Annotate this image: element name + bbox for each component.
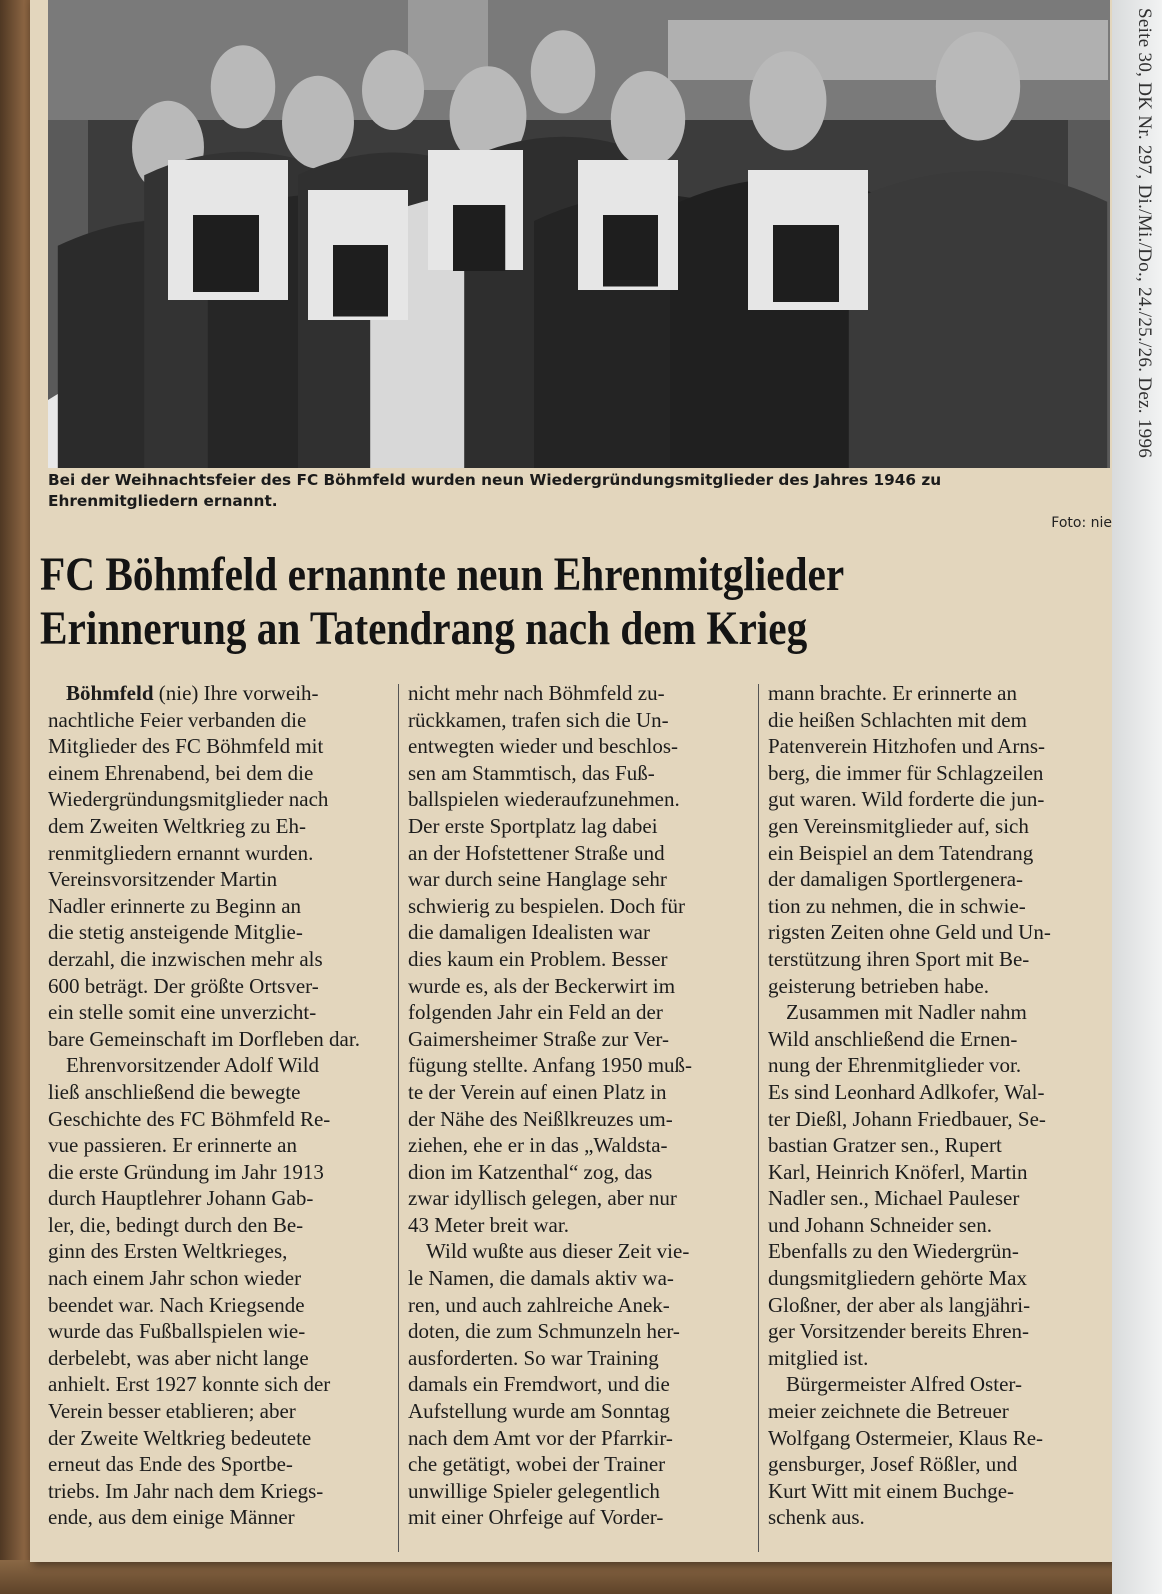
article-line: dion im Katzenthal“ zog, das xyxy=(408,1159,653,1184)
article-line: ausforderten. So war Training xyxy=(408,1345,659,1370)
article-line: dem Zweiten Weltkrieg zu Eh- xyxy=(48,813,306,838)
headline xyxy=(40,548,960,656)
article-line: le Namen, die damals aktiv wa- xyxy=(408,1266,674,1291)
article-line: mit einer Ohrfeige auf Vorder- xyxy=(408,1505,664,1530)
article-line: ziehen, ehe er in das „Waldsta- xyxy=(408,1133,668,1158)
article-line: vue passieren. Er erinnerte an xyxy=(48,1133,297,1158)
column-rule xyxy=(398,684,399,1552)
article-line xyxy=(48,680,365,707)
article-line: wurde das Fußballspielen wie- xyxy=(48,1319,306,1344)
person-head xyxy=(211,45,275,128)
person-head xyxy=(531,30,595,113)
article-line: mann brachte. Er erinnerte an xyxy=(768,681,1017,705)
photo-caption-line2: Ehrenmitgliedern ernannt. xyxy=(48,492,278,510)
group-photo-image xyxy=(48,0,1110,468)
article-line: ren, und auch zahlreiche Anek- xyxy=(408,1292,670,1317)
plaque xyxy=(773,225,839,302)
article-line: gensburger, Josef Rößler, und xyxy=(768,1452,1018,1477)
article-line: die damaligen Idealisten war xyxy=(408,920,650,945)
article-line: mitglied ist. xyxy=(768,1345,869,1370)
article-line: zwar idyllisch gelegen, aber nur xyxy=(408,1186,677,1211)
article-line: Gaimersheimer Straße zur Ver- xyxy=(408,1026,670,1051)
article-line: Geschichte des FC Böhmfeld Re- xyxy=(48,1106,331,1131)
article-line: ler, die, bedingt durch den Be- xyxy=(48,1212,304,1237)
article-line: meier zeichnete die Betreuer xyxy=(768,1399,1009,1424)
article-line: war durch seine Hanglage sehr xyxy=(408,867,667,892)
article-line: Zusammen mit Nadler nahm xyxy=(786,1000,1027,1025)
article-line: tion zu nehmen, die in schwie- xyxy=(768,893,1026,918)
article-line: Mitglieder des FC Böhmfeld mit xyxy=(48,734,324,759)
article-line: anhielt. Erst 1927 konnte sich der xyxy=(48,1372,331,1397)
article-line: ein stelle somit eine unverzicht- xyxy=(48,1000,317,1025)
article-line: terstützung ihren Sport mit Be- xyxy=(768,946,1030,971)
article-line: durch Hauptlehrer Johann Gab- xyxy=(48,1186,314,1211)
article-line: te der Verein auf einen Platz in xyxy=(408,1079,667,1104)
article-line: Wolfgang Ostermeier, Klaus Re- xyxy=(768,1425,1044,1450)
desk-edge xyxy=(0,1560,1162,1594)
article-line: 43 Meter breit war. xyxy=(408,1212,569,1237)
article-line: 600 beträgt. Der größte Ortsver- xyxy=(48,973,319,998)
article-line: die stetig ansteigende Mitglie- xyxy=(48,920,303,945)
plaque xyxy=(453,205,505,271)
article-line: Patenverein Hitzhofen und Arns- xyxy=(768,734,1046,759)
article-line: gut waren. Wild forderte die jun- xyxy=(768,787,1045,812)
article-line: dies kaum ein Problem. Besser xyxy=(408,946,668,971)
article-line: sen am Stammtisch, das Fuß- xyxy=(408,760,655,785)
article-line: der Nähe des Neißlkreuzes um- xyxy=(408,1106,673,1131)
article-line: derzahl, die inzwischen mehr als xyxy=(48,946,323,971)
person-head xyxy=(750,51,827,150)
article-line: Gloßner, der aber als langjähri- xyxy=(768,1292,1031,1317)
article-line: Wiedergründungsmitglieder nach xyxy=(48,787,329,812)
article-line: folgenden Jahr ein Feld an der xyxy=(408,1000,663,1025)
article-line: Ehrenvorsitzender Adolf Wild xyxy=(66,1053,320,1078)
article-line: und Johann Schneider sen. xyxy=(768,1212,992,1237)
plaque xyxy=(603,215,658,287)
newspaper-clipping xyxy=(30,0,1122,1562)
article-line: ballspielen wiederaufzunehmen. xyxy=(408,787,680,812)
article-line: gen Vereinsmitglieder auf, sich xyxy=(768,813,1029,838)
person-head xyxy=(362,50,424,130)
article-line: derbelebt, was aber nicht lange xyxy=(48,1345,309,1370)
photo-caption-line1: Bei der Weihnachtsfeier des FC Böhmfeld wurden neun Wiedergründungsmitglieder des Jahres 1946 zu xyxy=(48,471,942,489)
article-line: entwegten wieder und beschlos- xyxy=(408,734,678,759)
article-line: geisterung betrieben habe. xyxy=(768,973,989,998)
article-line: ende, aus dem einige Männer xyxy=(48,1505,295,1530)
article-line: nung der Ehrenmitglieder vor. xyxy=(768,1053,1022,1078)
article-line: schwierig zu bespielen. Doch für xyxy=(408,893,685,918)
article-line: einem Ehrenabend, bei dem die xyxy=(48,760,314,785)
article-line: unwillige Spieler gelegentlich xyxy=(408,1478,660,1503)
article-line: rigsten Zeiten ohne Geld und Un- xyxy=(768,920,1051,945)
article-line: Verein besser etablieren; aber xyxy=(48,1399,296,1424)
article-line: fügung stellte. Anfang 1950 muß‑ xyxy=(408,1053,693,1078)
article-line: damals ein Fremdwort, und die xyxy=(408,1372,670,1397)
article-line: triebs. Im Jahr nach dem Kriegs- xyxy=(48,1478,324,1503)
article-line: che getätigt, wobei der Trainer xyxy=(408,1452,666,1477)
article-line: Wild wußte aus dieser Zeit vie- xyxy=(426,1239,690,1264)
article-column-1 xyxy=(48,680,365,1531)
article-line: der Zweite Weltkrieg bedeutete xyxy=(48,1425,312,1450)
article-line: schenk aus. xyxy=(768,1505,865,1530)
article-line: renmitgliedern ernannt wurden. xyxy=(48,840,314,865)
article-line: Nadler erinnerte zu Beginn an xyxy=(48,893,302,918)
article-line: Ebenfalls zu den Wiedergrün- xyxy=(768,1239,1019,1264)
article-column-3 xyxy=(768,680,1085,1531)
article-line: wurde es, als der Beckerwirt im xyxy=(408,973,676,998)
article-line: der damaligen Sportlergenera- xyxy=(768,867,1024,892)
article-line: beendet war. Nach Kriegsende xyxy=(48,1292,305,1317)
article-line: bare Gemeinschaft im Dorfleben dar. xyxy=(48,1026,360,1051)
article-line: nach dem Amt vor der Pfarrkir- xyxy=(408,1425,673,1450)
article-line: Wild anschließend die Ernen- xyxy=(768,1026,1018,1051)
article-line: Karl, Heinrich Knöferl, Martin xyxy=(768,1159,1028,1184)
article-line: Vereinsvorsitzender Martin xyxy=(48,867,278,892)
plaque xyxy=(333,245,388,317)
article-line: an der Hofstettener Straße und xyxy=(408,840,665,865)
article-line: dungsmitgliedern gehörte Max xyxy=(768,1266,1027,1291)
person-head xyxy=(611,71,685,167)
article-line: ginn des Ersten Weltkrieges, xyxy=(48,1239,288,1264)
article-line: die heißen Schlachten mit dem xyxy=(768,707,1027,732)
article-line: Nadler sen., Michael Pauleser xyxy=(768,1186,1020,1211)
person-head xyxy=(936,32,1020,141)
photo-caption xyxy=(48,470,1110,512)
article-line-text: (nie) Ihre vorweih- xyxy=(153,681,319,705)
plaque xyxy=(193,215,259,292)
article-line: ter Dießl, Johann Friedbauer, Se- xyxy=(768,1106,1046,1131)
article-line: rückkamen, trafen sich die Un- xyxy=(408,707,669,732)
article-line: ein Beispiel an dem Tatendrang xyxy=(768,840,1034,865)
article-line: nachtliche Feier verbanden die xyxy=(48,707,307,732)
page-date-label: Seite 30, DK Nr. 297, Di./Mi./Do., 24./25./26. Dez. 1996 xyxy=(1134,8,1155,459)
group-photo xyxy=(48,0,1110,468)
article-line: erneut das Ende des Sportbe- xyxy=(48,1452,293,1477)
person-figure xyxy=(849,171,1107,468)
article-line: ließ anschließend die bewegte xyxy=(48,1079,301,1104)
column-rule xyxy=(758,684,759,1552)
article-line: nach einem Jahr schon wieder xyxy=(48,1266,302,1291)
article-line: die erste Gründung im Jahr 1913 xyxy=(48,1159,324,1184)
article-line: ger Vorsitzender bereits Ehren- xyxy=(768,1319,1030,1344)
person-head xyxy=(282,76,354,169)
headline-line2: Erinnerung an Tatendrang nach dem Krieg xyxy=(40,602,808,655)
article-dateline: Böhmfeld xyxy=(66,681,154,705)
article-line: Kurt Witt mit einem Buchge- xyxy=(768,1478,1015,1503)
article-line: Es sind Leonhard Adlkofer, Wal- xyxy=(768,1079,1045,1104)
article-line: Aufstellung wurde am Sonntag xyxy=(408,1399,670,1424)
article-line: berg, die immer für Schlagzeilen xyxy=(768,760,1044,785)
photo-credit: Foto: nie xyxy=(1051,515,1112,531)
article-line: nicht mehr nach Böhmfeld zu- xyxy=(408,681,665,705)
article-line: bastian Gratzer sen., Rupert xyxy=(768,1133,1002,1158)
article-line: Bürgermeister Alfred Oster- xyxy=(786,1372,1022,1397)
article-line: Der erste Sportplatz lag dabei xyxy=(408,813,658,838)
headline-line1: FC Böhmfeld ernannte neun Ehrenmitglieder xyxy=(40,548,845,601)
article-line: doten, die zum Schmunzeln her- xyxy=(408,1319,680,1344)
article-column-2 xyxy=(408,680,725,1531)
